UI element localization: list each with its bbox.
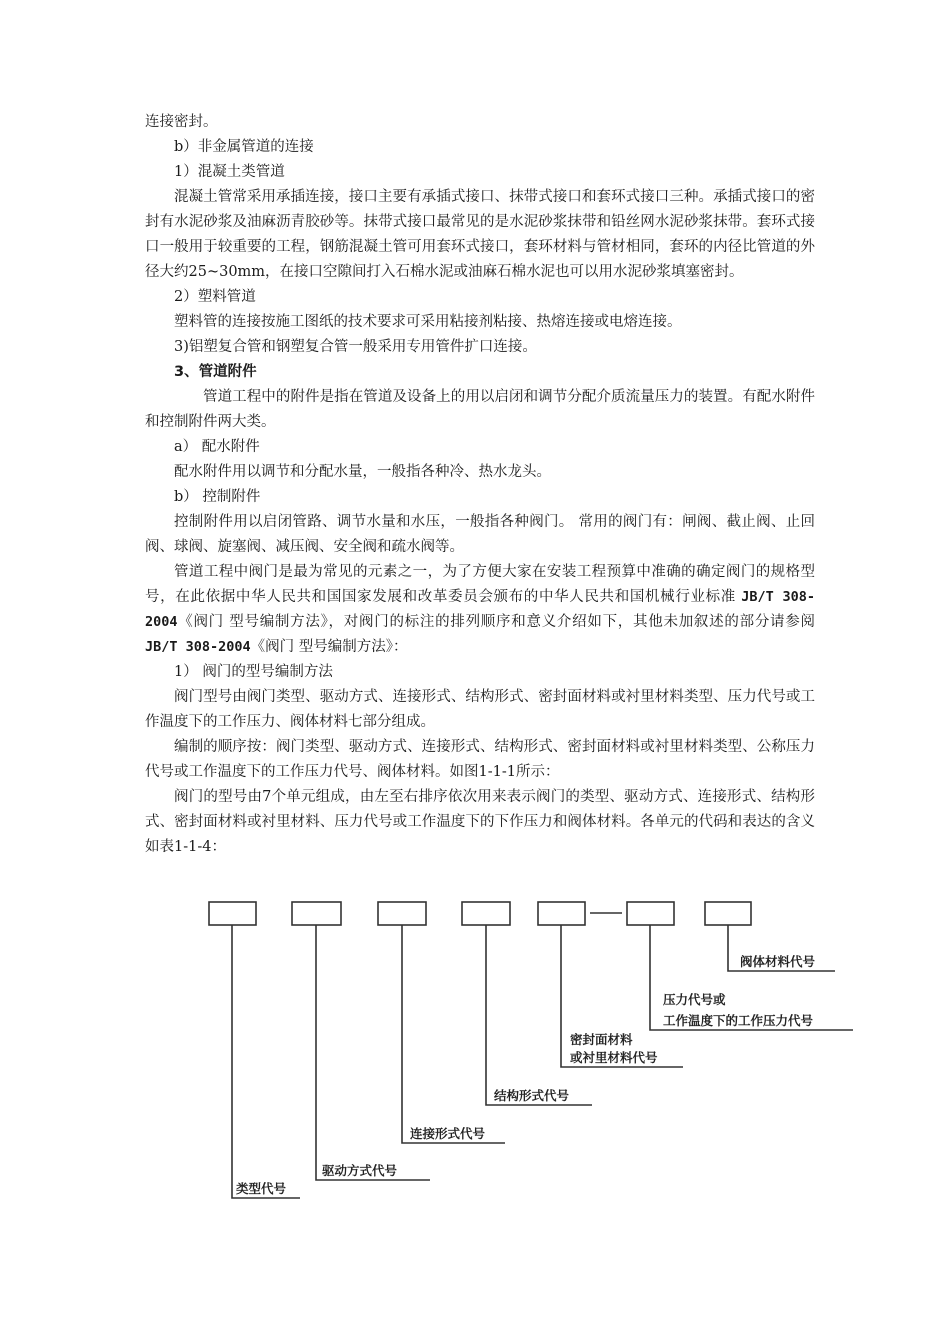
paragraph	[145, 560, 815, 660]
structure-code-label: 结构形式代号	[494, 1088, 570, 1103]
paragraph: 混凝土管常采用承插连接，接口主要有承插式接口、抹带式接口和套环式接口三种。承插式接口的密封有水泥砂浆及油麻沥青胶砂等。抹带式接口最常见的是水泥砂浆抹带和铅丝网水泥砂浆抹带。套环式接口一般用于较重要的工程，钢筋混凝土管可用套环式接口，套环材料与管材相同，套环的内径比管道的外径大约25~30mm，在接口空隙间打入石棉水泥或油麻石棉水泥也可以用水泥砂浆填塞密封。	[145, 189, 815, 280]
seal-code-label-line2: 或衬里材料代号	[570, 1050, 658, 1065]
pressure-code-label-line2: 工作温度下的工作压力代号	[663, 1013, 814, 1028]
subheading: b） 控制附件	[174, 489, 261, 505]
paragraph: 连接密封。	[145, 114, 218, 130]
connection-code-box	[378, 902, 426, 925]
pressure-code-box	[627, 902, 674, 925]
type-code-box	[209, 902, 256, 925]
structure-leader-line	[486, 925, 592, 1105]
body-material-code-label: 阀体材料代号	[740, 954, 816, 969]
paragraph: 管道工程中的附件是指在管道及设备上的用以启闭和调节分配介质流量压力的装置。有配水附件和控制附件两大类。	[145, 389, 815, 430]
subheading: 1）混凝土类管道	[174, 164, 285, 180]
seal-code-label-line1: 密封面材料	[570, 1032, 633, 1047]
type-leader-line	[232, 925, 300, 1198]
type-code-label: 类型代号	[236, 1181, 287, 1196]
body-material-code-box	[705, 902, 751, 925]
paragraph: 塑料管的连接按施工图纸的技术要求可采用粘接剂粘接、热熔连接或电熔连接。	[174, 314, 682, 330]
body-text	[145, 110, 815, 860]
drive-code-label: 驱动方式代号	[322, 1163, 398, 1178]
subheading: 1） 阀门的型号编制方法	[174, 664, 333, 680]
text-run: 《阀门 型号编制方法》：	[250, 639, 408, 655]
subheading: b）非金属管道的连接	[174, 139, 314, 155]
connection-leader-line	[402, 925, 505, 1143]
seal-code-box	[538, 902, 585, 925]
paragraph: 控制附件用以启闭管路、调节水量和水压，一般指各种阀门。 常用的阀门有：闸阀、截止阀、止回阀、球阀、旋塞阀、减压阀、安全阀和疏水阀等。	[145, 514, 815, 555]
drive-leader-line	[316, 925, 430, 1180]
paragraph: 编制的顺序按：阀门类型、驱动方式、连接形式、结构形式、密封面材料或衬里材料类型、公称压力代号或工作温度下的工作压力代号、阀体材料。如图1-1-1所示：	[145, 739, 815, 780]
paragraph: 阀门型号由阀门类型、驱动方式、连接形式、结构形式、密封面材料或衬里材料类型、压力代号或工作温度下的工作压力、阀体材料七部分组成。	[145, 689, 815, 730]
section-heading: 3、管道附件	[174, 364, 257, 380]
connection-code-label: 连接形式代号	[410, 1126, 486, 1141]
valve-model-diagram	[0, 890, 950, 1220]
text-run: 管道工程中阀门是最为常见的元素之一，为了方便大家在安装工程预算中准确的确定阀门的规格型号，在此依据中华人民共和国国家发展和改革委员会颁布的中华人民共和国机械行业标准	[145, 564, 815, 605]
paragraph: 配水附件用以调节和分配水量，一般指各种冷、热水龙头。	[174, 464, 551, 480]
paragraph: 阀门的型号由7个单元组成，由左至右排序依次用来表示阀门的类型、驱动方式、连接形式、结构形式、密封面材料或衬里材料、压力代号或工作温度下的下作压力和阀体材料。各单元的代码和表达的含义如表1-1-4：	[145, 789, 815, 855]
subheading: 2）塑料管道	[174, 289, 256, 305]
standard-code: JB/T 308-2004	[145, 639, 251, 655]
text-run: 《阀门 型号编制方法》，对阀门的标注的排列顺序和意义介绍如下，其他未加叙述的部分请参阅	[177, 614, 815, 630]
subheading: a） 配水附件	[174, 439, 260, 455]
drive-code-box	[292, 902, 341, 925]
standard-code: JB/T 308-2004	[145, 589, 816, 630]
paragraph: 3)铝塑复合管和钢塑复合管一般采用专用管件扩口连接。	[174, 339, 537, 355]
diagram-svg	[0, 890, 950, 1220]
structure-code-box	[462, 902, 510, 925]
pressure-code-label-line1: 压力代号或	[663, 992, 726, 1007]
